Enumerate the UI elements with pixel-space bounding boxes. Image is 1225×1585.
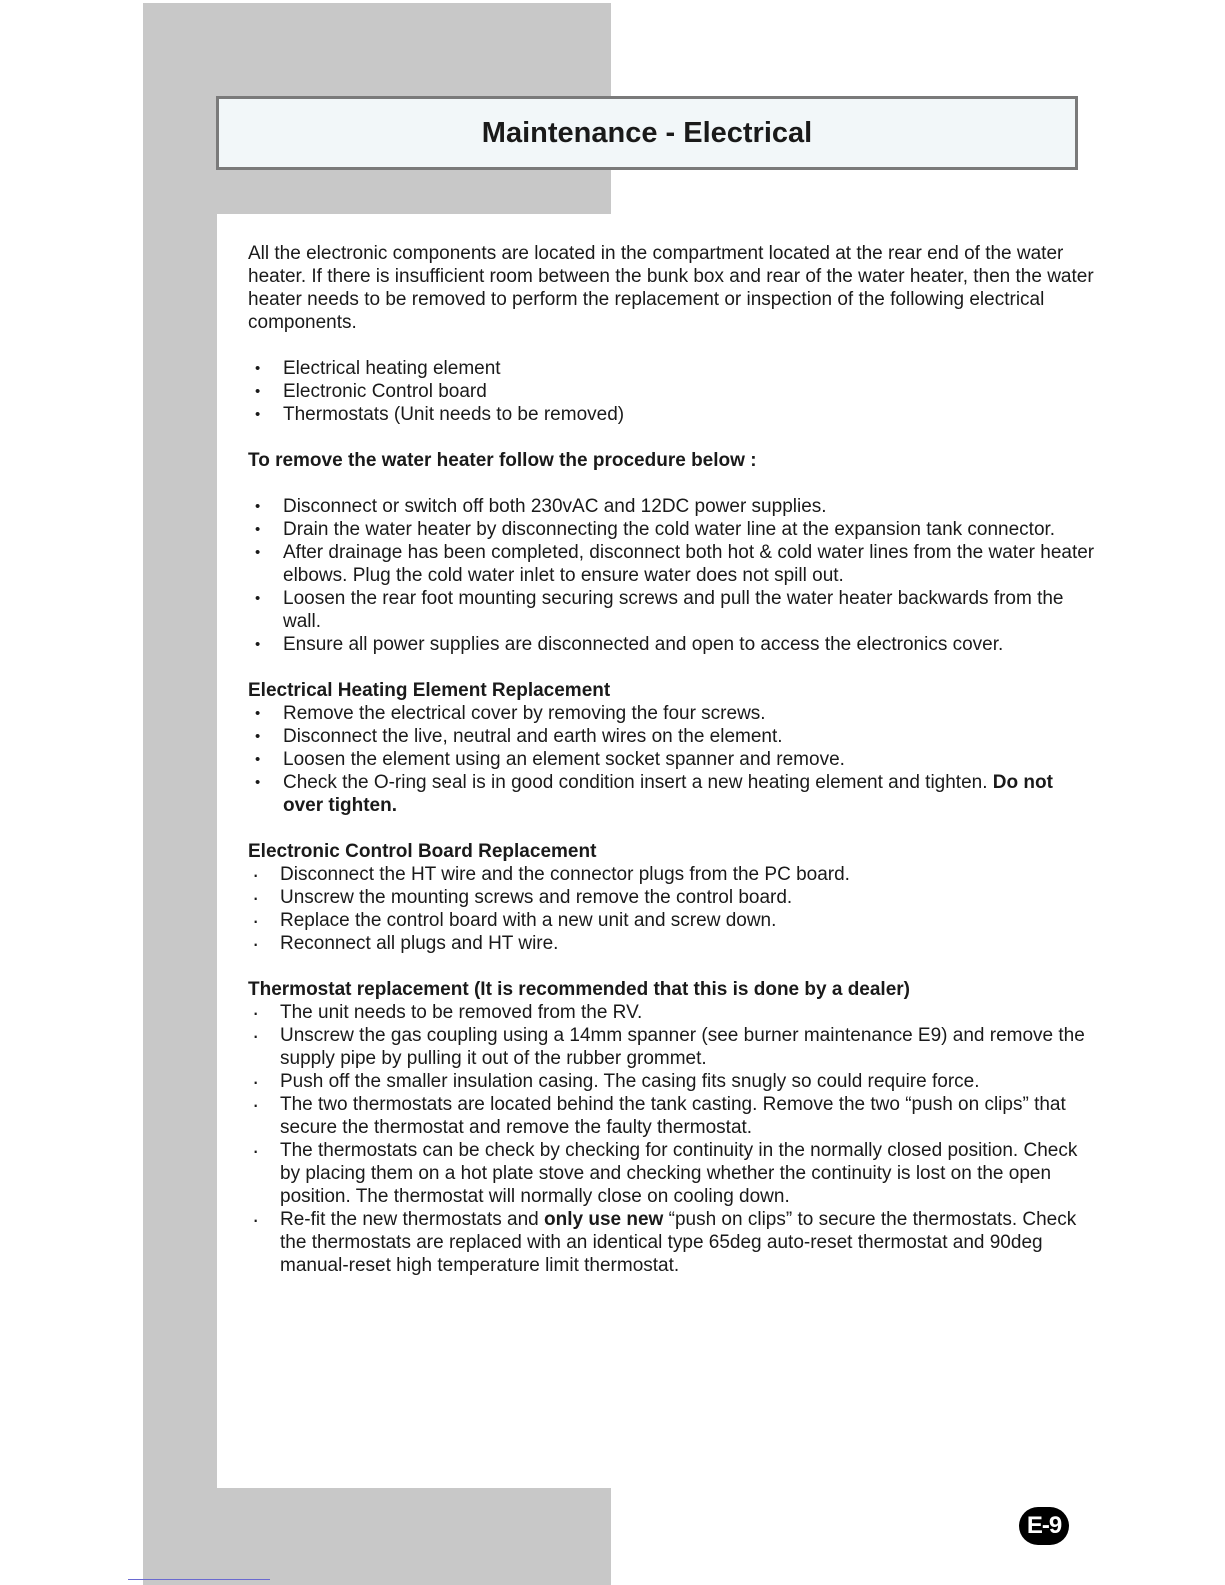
step-text: Check the O-ring seal is in good condition insert a new heating element and tighten.	[283, 772, 988, 793]
list-item: · Disconnect the HT wire and the connector plugs from the PC board.	[248, 863, 1098, 886]
list-item: • Ensure all power supplies are disconnected and open to access the electronics cover.	[248, 633, 1098, 656]
list-item: · Unscrew the mounting screws and remove the control board.	[248, 886, 1098, 909]
removal-steps	[248, 495, 1098, 656]
step-text: “push on clips” to secure the thermostats. Check the thermostats are replaced with an identical type 65deg auto-reset thermostat and 90deg manual-reset high temperature limit thermostat.	[280, 1209, 1077, 1276]
step-warning: Do not over tighten.	[283, 772, 1053, 816]
list-item: • After drainage has been completed, disconnect both hot & cold water lines from the water heater elbows. Plug the cold water inlet to ensure water does not spill out.	[248, 541, 1098, 587]
list-item: • Electronic Control board	[248, 380, 1098, 403]
intro-paragraph: All the electronic components are located in the compartment located at the rear end of the water heater. If there is insufficient room between the bunk box and rear of the water heater, then the water heater needs to be removed to perform the replacement or inspection of the following electrical components.	[248, 243, 1094, 333]
title-box	[216, 96, 1078, 170]
list-item: • Disconnect or switch off both 230vAC and 12DC power supplies.	[248, 495, 1098, 518]
thermostat-steps	[248, 1001, 1098, 1277]
list-item: • Thermostats (Unit needs to be removed)	[248, 403, 1098, 426]
list-item: • Drain the water heater by disconnecting the cold water line at the expansion tank connector.	[248, 518, 1098, 541]
list-item	[248, 1208, 1098, 1277]
removal-heading: To remove the water heater follow the procedure below :	[248, 450, 757, 471]
list-item: • Loosen the element using an element socket spanner and remove.	[248, 748, 1098, 771]
list-item: · The thermostats can be check by checking for continuity in the normally closed position. Check by placing them on a hot plate stove and checking whether the continuity is lost on the open position. The thermostat will normally close on cooling down.	[248, 1139, 1098, 1208]
list-item: · Unscrew the gas coupling using a 14mm spanner (see burner maintenance E9) and remove the supply pipe by pulling it out of the rubber grommet.	[248, 1024, 1098, 1070]
list-item: · Replace the control board with a new unit and screw down.	[248, 909, 1098, 932]
list-item: · Push off the smaller insulation casing. The casing fits snugly so could require force.	[248, 1070, 1098, 1093]
content-panel	[217, 214, 1110, 1488]
list-item: · Reconnect all plugs and HT wire.	[248, 932, 1098, 955]
page-title: Maintenance - Electrical	[481, 116, 813, 149]
board-heading: Electronic Control Board Replacement	[248, 841, 597, 862]
list-item: · The two thermostats are located behind the tank casting. Remove the two “push on clips” that secure the thermostat and remove the faulty thermostat.	[248, 1093, 1098, 1139]
element-heading: Electrical Heating Element Replacement	[248, 680, 611, 701]
thermostat-heading: Thermostat replacement (It is recommended that this is done by a dealer)	[248, 979, 911, 1000]
content-body	[248, 242, 1098, 1277]
list-item: · The unit needs to be removed from the RV.	[248, 1001, 1098, 1024]
components-list	[248, 357, 1098, 426]
bottom-rule	[128, 1579, 270, 1580]
board-steps	[248, 863, 1098, 955]
element-steps	[248, 702, 1098, 817]
list-item: • Remove the electrical cover by removing the four screws.	[248, 702, 1098, 725]
list-item	[248, 771, 1098, 817]
list-item: • Disconnect the live, neutral and earth wires on the element.	[248, 725, 1098, 748]
list-item: • Electrical heating element	[248, 357, 1098, 380]
step-emphasis: only use new	[544, 1209, 664, 1230]
page-number-badge: E-9	[1019, 1507, 1069, 1545]
step-text: Re-fit the new thermostats and	[280, 1209, 539, 1230]
list-item: • Loosen the rear foot mounting securing screws and pull the water heater backwards from the wall.	[248, 587, 1098, 633]
